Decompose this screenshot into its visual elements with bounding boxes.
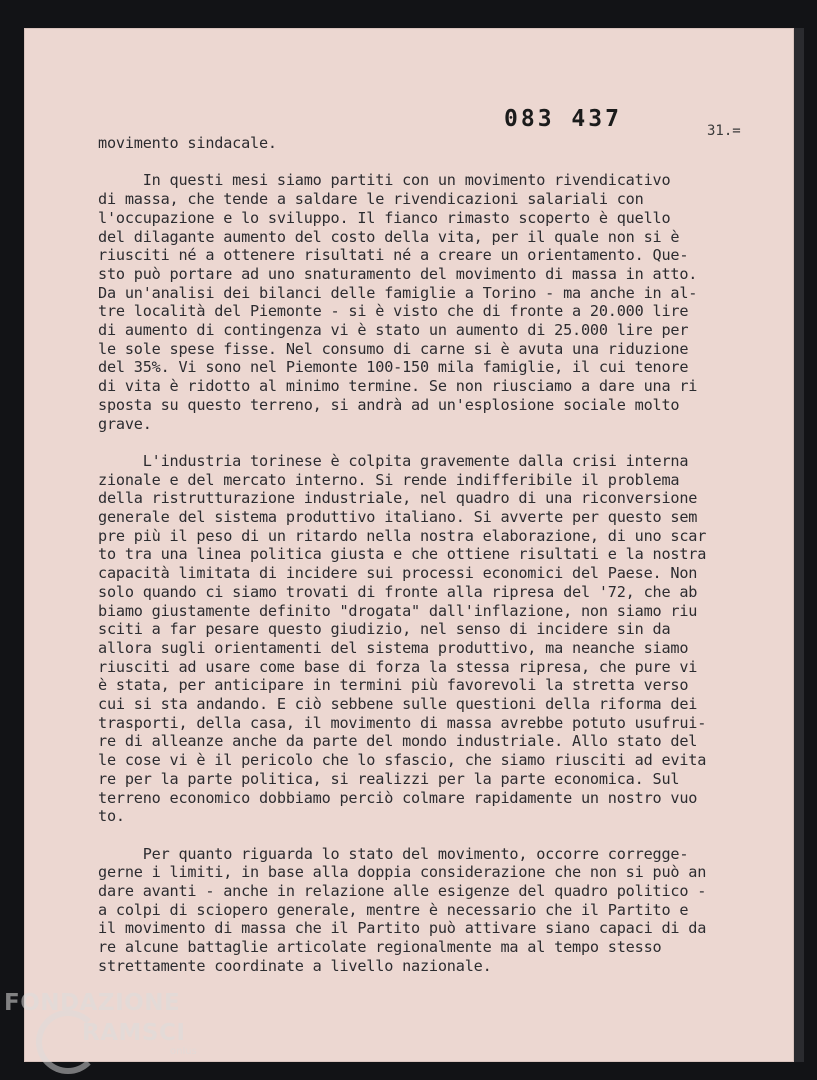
text-line: Da un'analisi dei bilanci delle famiglie a Torino - ma anche in al- bbox=[98, 283, 698, 302]
text-line: re di alleanze anche da parte del mondo industriale. Allo stato del bbox=[98, 732, 698, 751]
text-line: pre più il peso di un ritardo nella nostra elaborazione, di uno scar bbox=[98, 526, 707, 545]
watermark-line-2: RAMSCI bbox=[82, 1020, 186, 1046]
text-line: strettamente coordinate a livello nazionale. bbox=[98, 956, 492, 975]
text-line: del 35%. Vi sono nel Piemonte 100-150 mila famiglie, il cui tenore bbox=[98, 358, 689, 377]
text-line: sto può portare ad uno snaturamento del movimento di massa in atto. bbox=[98, 264, 698, 283]
text-line: to tra una linea politica giusta e che ottiene risultati e la nostra bbox=[98, 545, 707, 564]
text-line: è stata, per anticipare in termini più favorevoli la stretta verso bbox=[98, 676, 689, 695]
text-line: capacità limitata di incidere sui processi economici del Paese. Non bbox=[98, 564, 698, 583]
text-line: sciti a far pesare questo giudizio, nel senso di incidere sin da bbox=[98, 620, 671, 639]
text-line: sposta su questo terreno, si andrà ad un'esplosione sociale molto bbox=[98, 395, 680, 414]
text-line: riusciti ad usare come base di forza la stessa ripresa, che pure vi bbox=[98, 657, 698, 676]
text-line: Per quanto riguarda lo stato del movimento, occorre corregge- bbox=[98, 844, 689, 863]
text-line: trasporti, della casa, il movimento di massa avrebbe potuto usufrui- bbox=[98, 713, 707, 732]
text-line: to. bbox=[98, 807, 125, 826]
watermark-line-3: onlus bbox=[170, 1046, 197, 1057]
text-line: a colpi di sciopero generale, mentre è necessario che il Partito e bbox=[98, 900, 689, 919]
page-edge bbox=[794, 28, 804, 1062]
text-line: del dilagante aumento del costo della vita, per il quale non si è bbox=[98, 227, 680, 246]
text-line: il movimento di massa che il Partito può attivare siano capaci di da bbox=[98, 919, 707, 938]
text-line: movimento sindacale. bbox=[98, 134, 277, 152]
page-number: 31.= bbox=[707, 123, 741, 139]
watermark-line-1: FONDAZIONE bbox=[4, 990, 181, 1016]
text-line: solo quando ci siamo trovati di fronte alla ripresa del '72, che ab bbox=[98, 582, 698, 601]
text-line: allora sugli orientamenti del sistema produttivo, ma neanche siamo bbox=[98, 638, 689, 657]
text-line: zionale e del mercato interno. Si rende indifferibile il problema bbox=[98, 470, 680, 489]
text-line: dare avanti - anche in relazione alle esigenze del quadro politico - bbox=[98, 882, 707, 900]
text-line: terreno economico dobbiamo perciò colmare rapidamente un nostro vuo bbox=[98, 788, 698, 807]
text-line: di massa, che tende a saldare le rivendicazioni salariali con bbox=[98, 190, 644, 209]
text-line: di vita è ridotto al minimo termine. Se non riusciamo a dare una ri bbox=[98, 377, 698, 396]
document-page bbox=[24, 28, 794, 1062]
text-line: L'industria torinese è colpita gravemente dalla crisi interna bbox=[98, 451, 689, 470]
text-line: gerne i limiti, in base alla doppia considerazione che non si può an bbox=[98, 863, 707, 882]
text-line: della ristrutturazione industriale, nel quadro di una riconversione bbox=[98, 489, 698, 508]
typewritten-text bbox=[98, 134, 788, 994]
text-line: In questi mesi siamo partiti con un movimento rivendicativo bbox=[98, 171, 671, 190]
text-line: di aumento di contingenza vi è stato un aumento di 25.000 lire per bbox=[98, 321, 689, 339]
text-line: grave. bbox=[98, 414, 152, 433]
text-line: riusciti né a ottenere risultati né a creare un orientamento. Que- bbox=[98, 246, 689, 265]
text-line: generale del sistema produttivo italiano. Si avverte per questo sem bbox=[98, 508, 698, 526]
text-line: le cose vi è il pericolo che lo sfascio, che siamo riusciti ad evita bbox=[98, 751, 707, 770]
text-line: biamo giustamente definito "drogata" dall'inflazione, non siamo riu bbox=[98, 601, 698, 620]
archive-code: 083 437 bbox=[504, 106, 622, 132]
text-line: le sole spese fisse. Nel consumo di carne si è avuta una riduzione bbox=[98, 339, 689, 358]
text-line: l'occupazione e lo sviluppo. Il fianco rimasto scoperto è quello bbox=[98, 208, 671, 227]
text-line: cui si sta andando. E ciò sebbene sulle questioni della riforma dei bbox=[98, 695, 698, 713]
text-line: re per la parte politica, si realizzi per la parte economica. Sul bbox=[98, 769, 680, 788]
fondazione-gramsci-watermark bbox=[4, 990, 204, 1080]
text-line: re alcune battaglie articolate regionalmente ma al tempo stesso bbox=[98, 938, 662, 957]
text-line: tre località del Piemonte - si è visto che di fronte a 20.000 lire bbox=[98, 302, 689, 321]
